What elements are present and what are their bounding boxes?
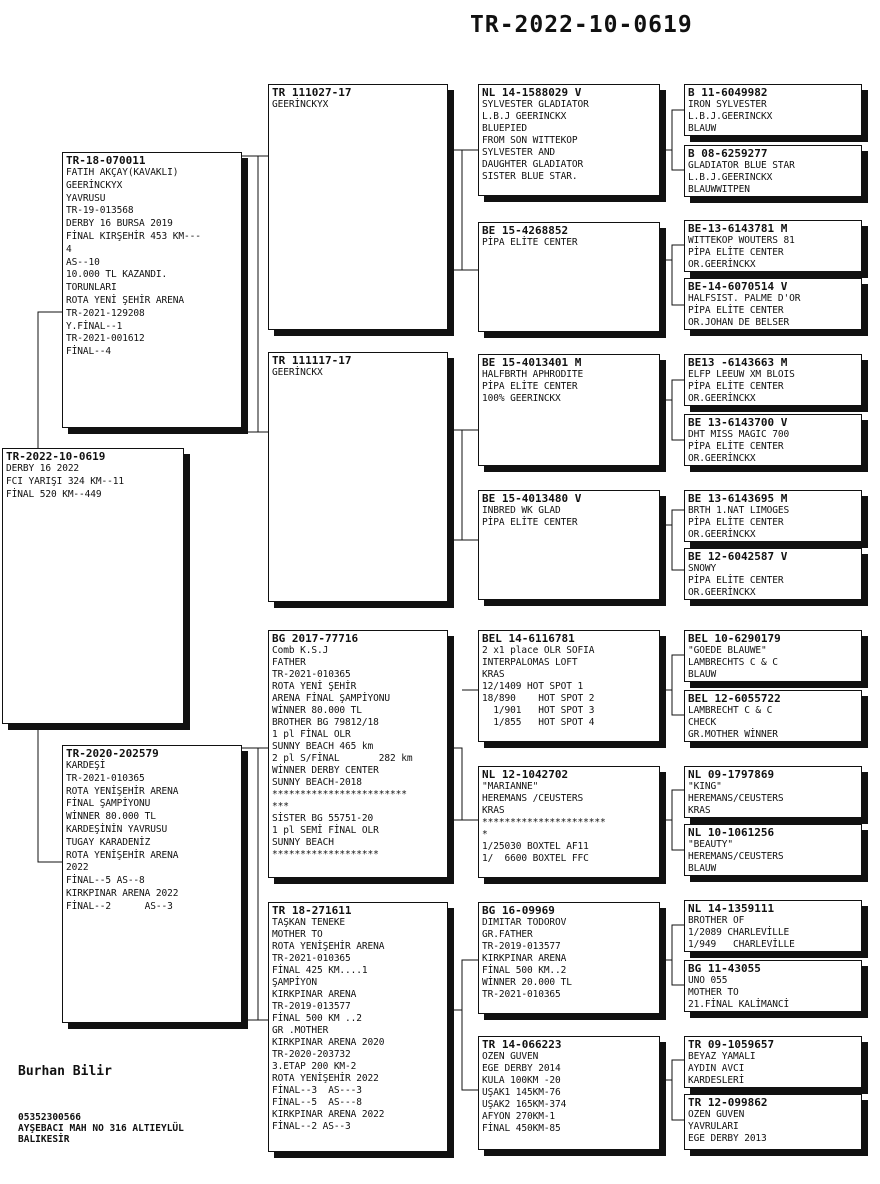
g4-ring-number: BG 11-43055 xyxy=(688,962,761,975)
detail-line: *** xyxy=(272,801,289,812)
g3-ring-number: BE 15-4013480 V xyxy=(482,492,582,505)
g3-details xyxy=(482,645,656,729)
detail-line: 21.FİNAL KALİMANCİ xyxy=(688,999,790,1010)
detail-line: L.B.J.GEERINCKX xyxy=(688,172,773,183)
g4-card xyxy=(684,548,862,600)
detail-line: OR.GEERİNCKX xyxy=(688,529,756,540)
g4-details xyxy=(688,505,858,541)
detail-line: AYDIN AVCI xyxy=(688,1063,745,1074)
detail-line: DIMITAR TODOROV xyxy=(482,917,567,928)
detail-line: TR-2021-129208 xyxy=(66,307,145,319)
g4-card xyxy=(684,1036,862,1088)
detail-line: GR.MOTHER WİNNER xyxy=(688,729,778,740)
detail-line: CHECK xyxy=(688,717,717,728)
detail-line: TR-2021-010365 xyxy=(66,772,145,784)
detail-line: ******************* xyxy=(272,849,379,860)
detail-line: SNOWY xyxy=(688,563,717,574)
g4-card xyxy=(684,690,862,742)
detail-line: 1/2089 CHARLEVİLLE xyxy=(688,927,790,938)
detail-line: BLAUWWITPEN xyxy=(688,184,750,195)
g3-details xyxy=(482,505,656,529)
g3-ring-number: NL 12-1042702 xyxy=(482,768,569,781)
detail-line: KRAS xyxy=(688,805,711,816)
sire-ring-number: TR-18-070011 xyxy=(66,154,146,167)
dam-ring-number: TR-2020-202579 xyxy=(66,747,159,760)
detail-line: OR.JOHAN DE BELSER xyxy=(688,317,790,328)
detail-line: GEERİNCKYX xyxy=(66,179,123,191)
detail-line: HEREMANS /CEUSTERS xyxy=(482,793,584,804)
detail-line: FİNAL--2 AS--3 xyxy=(272,1121,351,1132)
detail-line: FİNAL--2 AS--3 xyxy=(66,900,173,912)
detail-line: GEERİNCKYX xyxy=(272,99,329,110)
detail-line: OZEN GUVEN xyxy=(688,1109,745,1120)
g3-card xyxy=(478,902,660,1014)
g3-details xyxy=(482,369,656,405)
g4-details xyxy=(688,705,858,741)
detail-line: Y.FİNAL--1 xyxy=(66,320,123,332)
detail-line: TR-2021-010365 xyxy=(272,669,351,680)
detail-line: FATIH AKÇAY(KAVAKLI) xyxy=(66,167,179,178)
g3-ring-number: BE 15-4013401 M xyxy=(482,356,582,369)
g4-ring-number: TR 09-1059657 xyxy=(688,1038,775,1051)
detail-line: KIRKPINAR ARENA xyxy=(272,989,357,1000)
detail-line: FİNAL 450KM-85 xyxy=(482,1123,561,1134)
g2-ring-number: BG 2017-77716 xyxy=(272,632,359,645)
detail-line: LAMBRECHTS C & C xyxy=(688,657,778,668)
detail-line: OR.GEERİNCKX xyxy=(688,393,756,404)
detail-line: 1/901 HOT SPOT 3 xyxy=(482,705,595,716)
g4-details xyxy=(688,563,858,599)
grandsire-maternal-card xyxy=(268,630,448,878)
detail-line: TR-2021-010365 xyxy=(272,953,351,964)
g3-ring-number: BG 16-09969 xyxy=(482,904,555,917)
detail-line: WİNNER 20.000 TL xyxy=(482,977,572,988)
g4-details xyxy=(688,839,858,875)
g4-ring-number: B 08-6259277 xyxy=(688,147,768,160)
detail-line: HALFBRTH APHRODITE xyxy=(482,369,584,380)
detail-line: FİNAL ŞAMPİYONU xyxy=(66,798,151,810)
detail-line: 1/855 HOT SPOT 4 xyxy=(482,717,595,728)
detail-line: IRON SYLVESTER xyxy=(688,99,767,110)
detail-line: 100% GEERINCKX xyxy=(482,393,561,404)
detail-line: PİPA ELİTE CENTER xyxy=(482,237,578,248)
detail-line: GR .MOTHER xyxy=(272,1025,329,1036)
g4-details xyxy=(688,293,858,329)
g4-ring-number: BEL 10-6290179 xyxy=(688,632,781,645)
detail-line: ARENA FİNAL ŞAMPİYONU xyxy=(272,693,391,704)
detail-line: DERBY 16 2022 xyxy=(6,463,80,474)
detail-line: TR-2021-010365 xyxy=(482,989,561,1000)
detail-line: * xyxy=(482,829,488,840)
detail-line: PİPA ELİTE CENTER xyxy=(688,441,784,452)
detail-line: DERBY 16 BURSA 2019 xyxy=(66,218,173,230)
g4-card xyxy=(684,766,862,818)
g3-details xyxy=(482,99,656,183)
g4-details xyxy=(688,160,858,196)
g4-card xyxy=(684,145,862,197)
owner-city: BALIKESİR xyxy=(18,1134,70,1145)
g4-details xyxy=(688,645,858,681)
detail-line: 2022 xyxy=(66,862,89,874)
g3-card xyxy=(478,1036,660,1150)
detail-line: Comb K.S.J xyxy=(272,645,329,656)
g4-details xyxy=(688,915,858,951)
detail-line: 1/ 6600 BOXTEL FFC xyxy=(482,853,589,864)
dam-details xyxy=(66,760,238,914)
g4-card xyxy=(684,220,862,272)
detail-line: FİNAL 500 KM..2 xyxy=(482,965,567,976)
detail-line: TORUNLARI xyxy=(66,282,117,294)
detail-line: HALFSIST. PALME D'OR xyxy=(688,293,801,304)
g2-details xyxy=(272,917,444,1133)
g3-card xyxy=(478,84,660,196)
g4-details xyxy=(688,1109,858,1145)
sire-details xyxy=(66,167,238,359)
g3-ring-number: TR 14-066223 xyxy=(482,1038,562,1051)
detail-line: 3.ETAP 200 KM-2 xyxy=(272,1061,357,1072)
detail-line: FROM SON WITTEKOP xyxy=(482,135,578,146)
detail-line: INBRED WK GLAD xyxy=(482,505,561,516)
detail-line: UNO 055 xyxy=(688,975,728,986)
owner-contact xyxy=(18,1112,184,1145)
granddam-maternal-card xyxy=(268,902,448,1152)
detail-line: GEERİNCKX xyxy=(272,367,323,378)
g2-details xyxy=(272,99,444,111)
detail-line: FATHER xyxy=(272,657,306,668)
detail-line: FİNAL--3 AS---3 xyxy=(272,1085,362,1096)
g3-card xyxy=(478,222,660,332)
g3-details xyxy=(482,237,656,249)
detail-line: "MARIANNE" xyxy=(482,781,539,792)
detail-line: FİNAL 520 KM--449 xyxy=(6,488,102,500)
detail-line: KIRKPINAR ARENA 2022 xyxy=(66,887,179,899)
detail-line: 4 xyxy=(66,243,72,255)
detail-line: TR-2019-013577 xyxy=(272,1001,351,1012)
detail-line: FİNAL--5 AS--8 xyxy=(66,875,145,887)
g4-ring-number: NL 14-1359111 xyxy=(688,902,775,915)
g3-ring-number: NL 14-1588029 V xyxy=(482,86,582,99)
detail-line: PİPA ELİTE CENTER xyxy=(688,305,784,316)
subject-details xyxy=(6,463,180,501)
detail-line: BLUEPIED xyxy=(482,123,527,134)
g4-details xyxy=(688,369,858,405)
g3-details xyxy=(482,1051,656,1135)
g4-details xyxy=(688,781,858,817)
detail-line: EGE DERBY 2014 xyxy=(482,1063,561,1074)
detail-line: ROTA YENİŞEHİR 2022 xyxy=(272,1073,379,1084)
g2-details xyxy=(272,645,444,861)
g3-ring-number: BE 15-4268852 xyxy=(482,224,569,237)
detail-line: SUNNY BEACH 465 km xyxy=(272,741,374,752)
detail-line: AS--10 xyxy=(66,256,100,268)
g4-ring-number: BE-14-6070514 V xyxy=(688,280,788,293)
detail-line: HEREMANS/CEUSTERS xyxy=(688,793,784,804)
detail-line: SYLVESTER AND xyxy=(482,147,556,158)
detail-line: YAVRUSU xyxy=(66,192,106,204)
g4-details xyxy=(688,429,858,465)
g4-ring-number: TR 12-099862 xyxy=(688,1096,768,1109)
grandsire-paternal-card xyxy=(268,84,448,330)
detail-line: KRAS xyxy=(482,669,505,680)
detail-line: WİNNER DERBY CENTER xyxy=(272,765,379,776)
g4-ring-number: BE-13-6143781 M xyxy=(688,222,788,235)
detail-line: WİNNER 80.000 TL xyxy=(66,811,156,823)
detail-line: PİPA ELİTE CENTER xyxy=(688,575,784,586)
g3-ring-number: BEL 14-6116781 xyxy=(482,632,575,645)
g4-ring-number: BEL 12-6055722 xyxy=(688,692,781,705)
sire-card xyxy=(62,152,242,428)
g4-card xyxy=(684,414,862,466)
detail-line: OR.GEERİNCKX xyxy=(688,453,756,464)
page-title: TR-2022-10-0619 xyxy=(470,12,693,38)
detail-line: OZEN GUVEN xyxy=(482,1051,539,1062)
detail-line: BLAUW xyxy=(688,123,717,134)
detail-line: KARDEŞİNİN YAVRUSU xyxy=(66,823,168,835)
g3-details xyxy=(482,917,656,1001)
g4-ring-number: NL 09-1797869 xyxy=(688,768,775,781)
detail-line: "GOEDE BLAUWE" xyxy=(688,645,767,656)
detail-line: OR.GEERİNCKX xyxy=(688,259,756,270)
detail-line: 2 x1 place OLR SOFIA xyxy=(482,645,595,656)
detail-line: BEYAZ YAMALI xyxy=(688,1051,756,1062)
detail-line: GR.FATHER xyxy=(482,929,533,940)
g3-details xyxy=(482,781,656,865)
detail-line: "KING" xyxy=(688,781,722,792)
detail-line: L.B.J GEERINCKX xyxy=(482,111,567,122)
detail-line: BROTHER BG 79812/18 xyxy=(272,717,379,728)
detail-line: TR-19-013568 xyxy=(66,205,134,217)
g4-details xyxy=(688,975,858,1011)
owner-phone: 05352300566 xyxy=(18,1112,81,1123)
detail-line: TUGAY KARADENİZ xyxy=(66,836,151,848)
detail-line: KULA 100KM -20 xyxy=(482,1075,561,1086)
detail-line: PİPA ELİTE CENTER xyxy=(688,381,784,392)
detail-line: 12/1409 HOT SPOT 1 xyxy=(482,681,584,692)
detail-line: 1 pl FİNAL OLR xyxy=(272,729,351,740)
g4-details xyxy=(688,235,858,271)
detail-line: ROTA YENİŞEHİR ARENA xyxy=(272,941,385,952)
detail-line: TR-2021-001612 xyxy=(66,333,145,345)
detail-line: BROTHER OF xyxy=(688,915,745,926)
subject-ring-number: TR-2022-10-0619 xyxy=(6,450,106,463)
g4-details xyxy=(688,99,858,135)
g4-card xyxy=(684,1094,862,1150)
g2-ring-number: TR 111117-17 xyxy=(272,354,352,367)
g3-card xyxy=(478,490,660,600)
detail-line: KIRKPINAR ARENA xyxy=(482,953,567,964)
g4-card xyxy=(684,630,862,682)
g4-card xyxy=(684,960,862,1012)
detail-line: KARDEŞİ xyxy=(66,760,106,771)
detail-line: PİPA ELİTE CENTER xyxy=(482,381,578,392)
g4-ring-number: BE 13-6143700 V xyxy=(688,416,788,429)
detail-line: ROTA YENİŞEHİR ARENA xyxy=(66,849,179,861)
g4-ring-number: B 11-6049982 xyxy=(688,86,768,99)
subject-pigeon-card xyxy=(2,448,184,724)
g3-card xyxy=(478,766,660,878)
detail-line: PİPA ELİTE CENTER xyxy=(688,247,784,258)
detail-line: GLADIATOR BLUE STAR xyxy=(688,160,795,171)
detail-line: ROTA YENİ ŞEHİR ARENA xyxy=(66,294,185,306)
g4-card xyxy=(684,824,862,876)
g3-card xyxy=(478,354,660,466)
g4-card xyxy=(684,900,862,952)
granddam-paternal-card xyxy=(268,352,448,602)
detail-line: "BEAUTY" xyxy=(688,839,733,850)
detail-line: FİNAL KIRŞEHİR 453 KM--- xyxy=(66,230,201,242)
detail-line: SYLVESTER GLADIATOR xyxy=(482,99,589,110)
g3-card xyxy=(478,630,660,742)
detail-line: 1 pl SEMİ FİNAL OLR xyxy=(272,825,379,836)
detail-line: UŞAK2 165KM-374 xyxy=(482,1099,567,1110)
detail-line: BRTH 1.NAT LIMOGES xyxy=(688,505,790,516)
owner-address: AYŞEBACI MAH NO 316 ALTIEYLÜL xyxy=(18,1123,184,1134)
owner-name: Burhan Bilir xyxy=(18,1064,112,1079)
detail-line: SUNNY BEACH-2018 xyxy=(272,777,362,788)
detail-line: WITTEKOP WOUTERS 81 xyxy=(688,235,795,246)
detail-line: LAMBRECHT C & C xyxy=(688,705,773,716)
detail-line: 1/25030 BOXTEL AF11 xyxy=(482,841,589,852)
detail-line: KARDESLERİ xyxy=(688,1075,745,1086)
detail-line: WİNNER 80.000 TL xyxy=(272,705,362,716)
detail-line: 2 pl S/FİNAL 282 km xyxy=(272,753,413,764)
detail-line: ********************** xyxy=(482,817,606,828)
detail-line: OR.GEERİNCKX xyxy=(688,587,756,598)
g4-card xyxy=(684,84,862,136)
g4-ring-number: BE13 -6143663 M xyxy=(688,356,788,369)
g2-details xyxy=(272,367,444,379)
detail-line: TAŞKAN TENEKE xyxy=(272,917,346,928)
g4-card xyxy=(684,354,862,406)
detail-line: BLAUW xyxy=(688,863,717,874)
g4-card xyxy=(684,278,862,330)
g4-ring-number: NL 10-1061256 xyxy=(688,826,775,839)
detail-line: UŞAK1 145KM-76 xyxy=(482,1087,561,1098)
detail-line: ************************ xyxy=(272,789,407,800)
g4-ring-number: BE 13-6143695 M xyxy=(688,492,788,505)
detail-line: MOTHER TO xyxy=(688,987,739,998)
detail-line: FİNAL 425 KM....1 xyxy=(272,965,368,976)
detail-line: TR-2019-013577 xyxy=(482,941,561,952)
detail-line: HEREMANS/CEUSTERS xyxy=(688,851,784,862)
detail-line: AFYON 270KM-1 xyxy=(482,1111,556,1122)
detail-line: PİPA ELİTE CENTER xyxy=(688,517,784,528)
detail-line: INTERPALOMAS LOFT xyxy=(482,657,578,668)
detail-line: SUNNY BEACH xyxy=(272,837,334,848)
detail-line: MOTHER TO xyxy=(272,929,323,940)
detail-line: DHT MISS MAGIC 700 xyxy=(688,429,790,440)
detail-line: KIRKPINAR ARENA 2022 xyxy=(272,1109,385,1120)
detail-line: ELFP LEEUW XM BLOIS xyxy=(688,369,795,380)
detail-line: L.B.J.GEERINCKX xyxy=(688,111,773,122)
detail-line: 1/949 CHARLEVİLLE xyxy=(688,939,795,950)
detail-line: FİNAL--4 xyxy=(66,346,111,358)
detail-line: ŞAMPİYON xyxy=(272,977,317,988)
detail-line: KIRKPINAR ARENA 2020 xyxy=(272,1037,385,1048)
detail-line: FİNAL 500 KM ..2 xyxy=(272,1013,362,1024)
detail-line: BLAUW xyxy=(688,669,717,680)
detail-line: 18/890 HOT SPOT 2 xyxy=(482,693,595,704)
detail-line: 10.000 TL KAZANDI. xyxy=(66,269,168,281)
g2-ring-number: TR 111027-17 xyxy=(272,86,352,99)
g4-card xyxy=(684,490,862,542)
detail-line: SİSTER BG 55751-20 xyxy=(272,813,374,824)
detail-line: FİNAL--5 AS---8 xyxy=(272,1097,362,1108)
dam-card xyxy=(62,745,242,1023)
g4-details xyxy=(688,1051,858,1087)
detail-line: YAVRULARI xyxy=(688,1121,739,1132)
g4-ring-number: BE 12-6042587 V xyxy=(688,550,788,563)
detail-line: PİPA ELİTE CENTER xyxy=(482,517,578,528)
detail-line: DAUGHTER GLADIATOR xyxy=(482,159,584,170)
detail-line: ROTA YENİŞEHİR ARENA xyxy=(66,785,179,797)
detail-line: TR-2020-203732 xyxy=(272,1049,351,1060)
detail-line: ROTA YENİ ŞEHİR xyxy=(272,681,357,692)
g2-ring-number: TR 18-271611 xyxy=(272,904,352,917)
detail-line: FCI YARIŞI 324 KM--11 xyxy=(6,475,125,487)
detail-line: EGE DERBY 2013 xyxy=(688,1133,767,1144)
detail-line: KRAS xyxy=(482,805,505,816)
detail-line: SISTER BLUE STAR. xyxy=(482,171,578,182)
